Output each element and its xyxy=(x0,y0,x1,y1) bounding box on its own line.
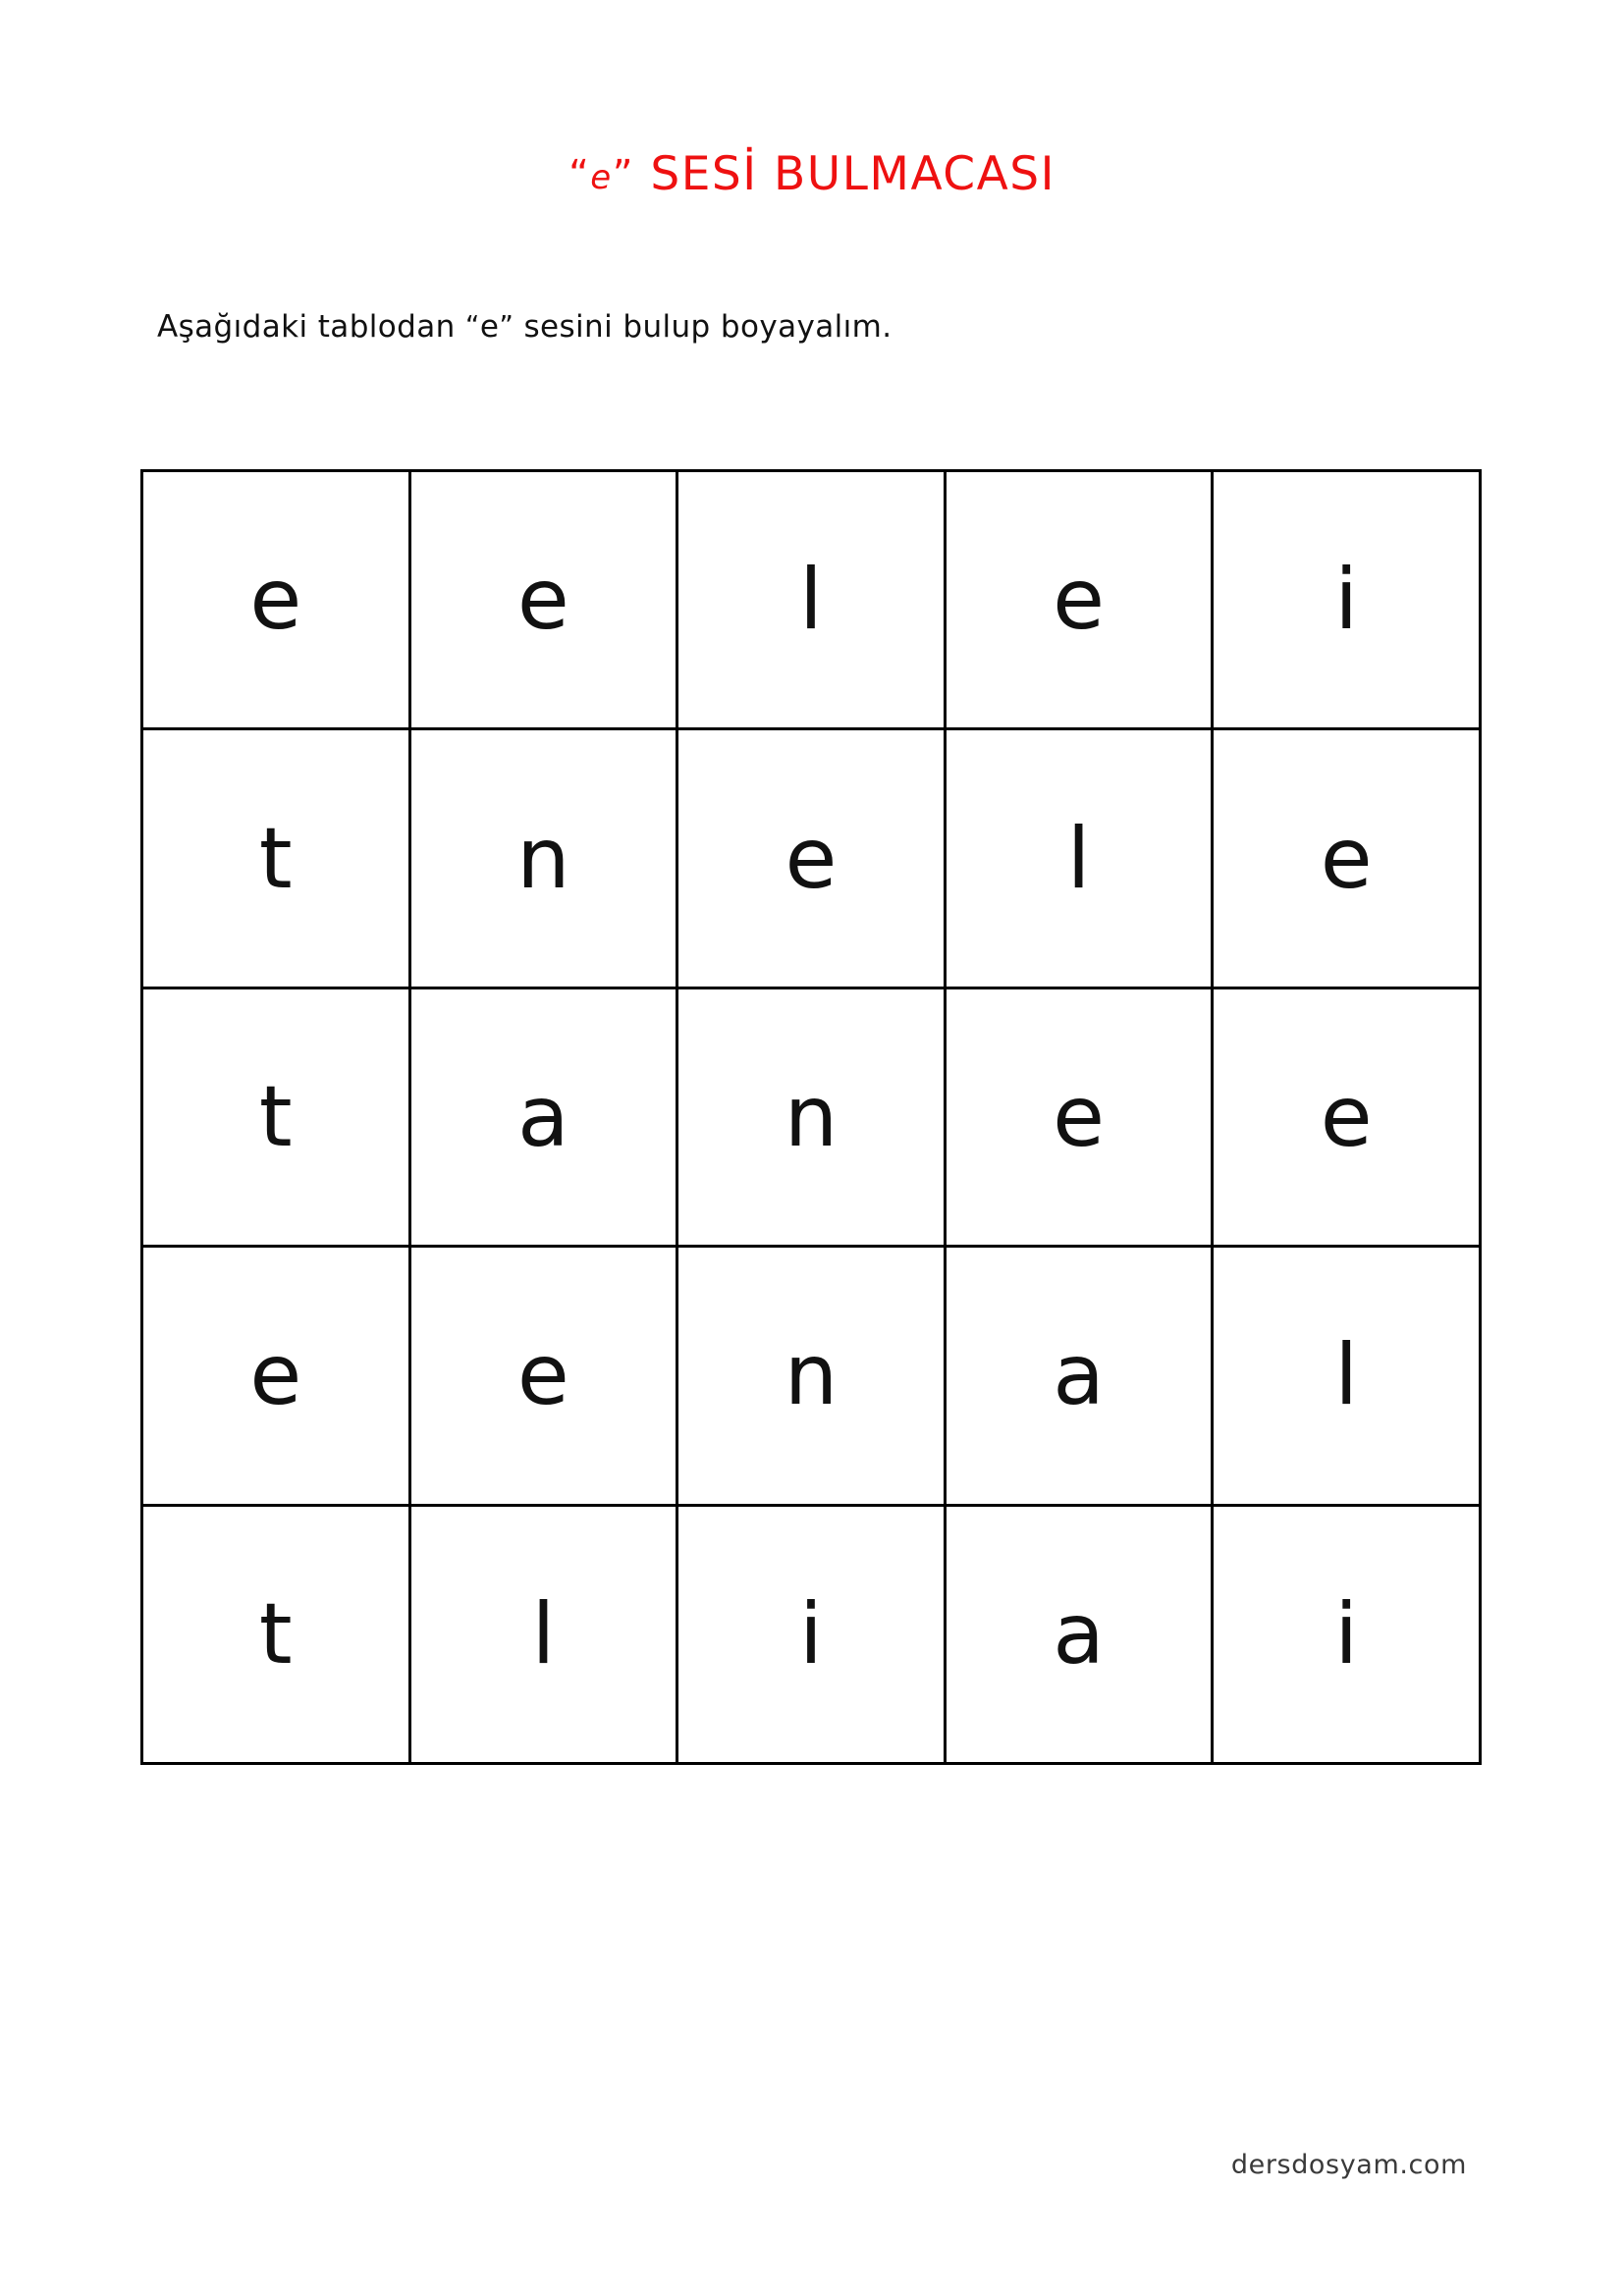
page-title xyxy=(0,147,1624,201)
instruction-text xyxy=(157,309,893,345)
grid-cell[interactable]: l xyxy=(1214,1248,1482,1506)
grid-cell[interactable]: e xyxy=(411,472,679,730)
instruction-close-quote: ” xyxy=(499,309,514,342)
grid-cell[interactable]: t xyxy=(143,1507,411,1765)
grid-cell[interactable]: n xyxy=(411,730,679,988)
grid-cell[interactable]: e xyxy=(947,472,1215,730)
title-text: SESİ BULMACASI xyxy=(633,147,1056,201)
title-close-quote: ” xyxy=(612,152,634,197)
title-open-quote: “ xyxy=(568,152,591,197)
grid-cell[interactable]: l xyxy=(678,472,947,730)
grid-cell[interactable]: a xyxy=(411,989,679,1248)
grid-cell[interactable]: e xyxy=(1214,730,1482,988)
grid-cell[interactable]: l xyxy=(947,730,1215,988)
instruction-open-quote: “ xyxy=(464,309,480,342)
grid-cell[interactable]: e xyxy=(143,472,411,730)
grid-cell[interactable]: i xyxy=(1214,1507,1482,1765)
grid-cell[interactable]: i xyxy=(1214,472,1482,730)
instruction-part-two: sesini bulup boyayalım. xyxy=(514,309,893,345)
footer-watermark: dersdosyam.com xyxy=(1230,2150,1467,2180)
grid-cell[interactable]: n xyxy=(678,1248,947,1506)
grid-cell[interactable]: e xyxy=(411,1248,679,1506)
grid-cell[interactable]: e xyxy=(678,730,947,988)
grid-cell[interactable]: e xyxy=(143,1248,411,1506)
letter-grid xyxy=(140,469,1482,1765)
grid-cell[interactable]: a xyxy=(947,1507,1215,1765)
title-target-letter: e xyxy=(590,158,613,197)
grid-cell[interactable]: e xyxy=(1214,989,1482,1248)
instruction-target-letter: e xyxy=(479,309,500,345)
grid-cell[interactable]: l xyxy=(411,1507,679,1765)
grid-cell[interactable]: n xyxy=(678,989,947,1248)
grid-cell[interactable]: i xyxy=(678,1507,947,1765)
grid-cell[interactable]: t xyxy=(143,989,411,1248)
instruction-part-one: Aşağıdaki tablodan xyxy=(157,309,465,345)
grid-cell[interactable]: a xyxy=(947,1248,1215,1506)
grid-cell[interactable]: t xyxy=(143,730,411,988)
grid-cell[interactable]: e xyxy=(947,989,1215,1248)
